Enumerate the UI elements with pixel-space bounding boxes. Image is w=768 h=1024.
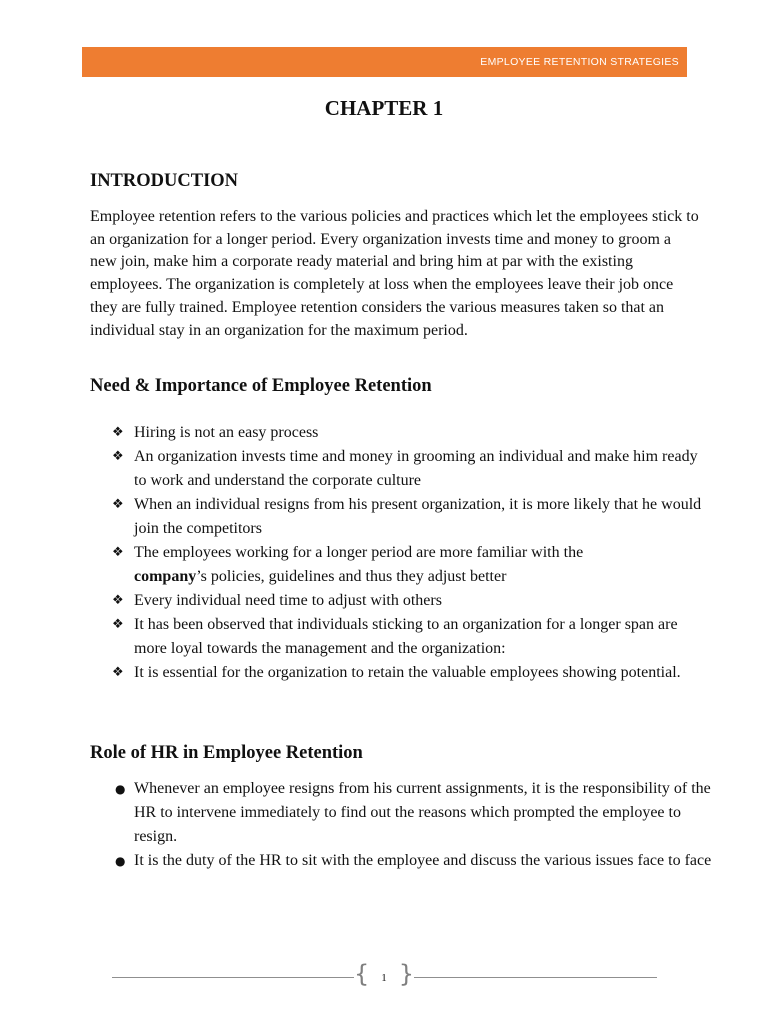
list-item <box>112 493 712 541</box>
list-item-text: Hiring is not an easy process <box>134 424 319 441</box>
role-hr-heading: Role of HR in Employee Retention <box>90 743 363 763</box>
introduction-heading: INTRODUCTION <box>90 171 239 191</box>
diamond-bullet-icon: ❖ <box>112 665 124 680</box>
need-importance-heading: Need & Importance of Employee Retention <box>90 376 432 396</box>
page-number-bracket <box>354 962 414 992</box>
list-item-text: It has been observed that individuals sticking to an organization for a longer span are more loyal towards the management and the organization: <box>134 616 678 657</box>
left-bracket-icon: { <box>354 960 370 988</box>
list-item <box>112 661 712 685</box>
right-bracket-icon: } <box>398 960 414 988</box>
diamond-bullet-icon: ❖ <box>112 497 124 512</box>
diamond-bullet-icon: ❖ <box>112 425 124 440</box>
list-item-text: It is essential for the organization to retain the valuable employees showing potential. <box>134 664 681 681</box>
list-item <box>112 445 712 493</box>
dot-bullet-icon: ● <box>115 782 126 796</box>
diamond-bullet-icon: ❖ <box>112 593 124 608</box>
chapter-title: CHAPTER 1 <box>324 96 444 120</box>
list-item <box>112 541 712 589</box>
list-item <box>112 849 712 873</box>
introduction-paragraph: Employee retention refers to the various policies and practices which let the employees stick to an organization for a longer period. Every organization invests time and money to groom a new join, make him a corporate ready material and bring him at par with the existing employees. The organization is completely at loss when the employees leave their job once they are fully trained. Employee retention considers the various measures taken so that an individual stay in an organization for the maximum period. <box>90 208 699 339</box>
list-item-text: An organization invests time and money in grooming an individual and make him ready to work and understand the corporate culture <box>134 448 698 489</box>
need-importance-list <box>112 421 712 685</box>
list-item-text-continued: ’s policies, guidelines and thus they adjust better <box>196 568 507 585</box>
header-title: EMPLOYEE RETENTION STRATEGIES <box>480 56 679 68</box>
dot-bullet-icon: ● <box>115 854 126 868</box>
list-item-text: Every individual need time to adjust with others <box>134 592 442 609</box>
list-item <box>112 421 712 445</box>
list-item <box>112 589 712 613</box>
diamond-bullet-icon: ❖ <box>112 617 124 632</box>
role-hr-list <box>112 777 712 873</box>
list-item-text: It is the duty of the HR to sit with the employee and discuss the various issues face to face <box>134 852 712 869</box>
header-bar <box>82 47 687 77</box>
diamond-bullet-icon: ❖ <box>112 545 124 560</box>
diamond-bullet-icon: ❖ <box>112 449 124 464</box>
list-item-bold-text: company <box>134 568 197 585</box>
list-item-text: Whenever an employee resigns from his current assignments, it is the responsibility of the HR to intervene immediately to find out the reasons which prompted the employee to resign. <box>134 780 711 845</box>
list-item <box>112 613 712 661</box>
list-item-text: The employees working for a longer period are more familiar with the <box>134 544 584 561</box>
list-item-text: When an individual resigns from his present organization, it is more likely that he would join the competitors <box>134 496 702 537</box>
list-item <box>112 777 712 849</box>
page-number: 1 <box>381 972 387 984</box>
